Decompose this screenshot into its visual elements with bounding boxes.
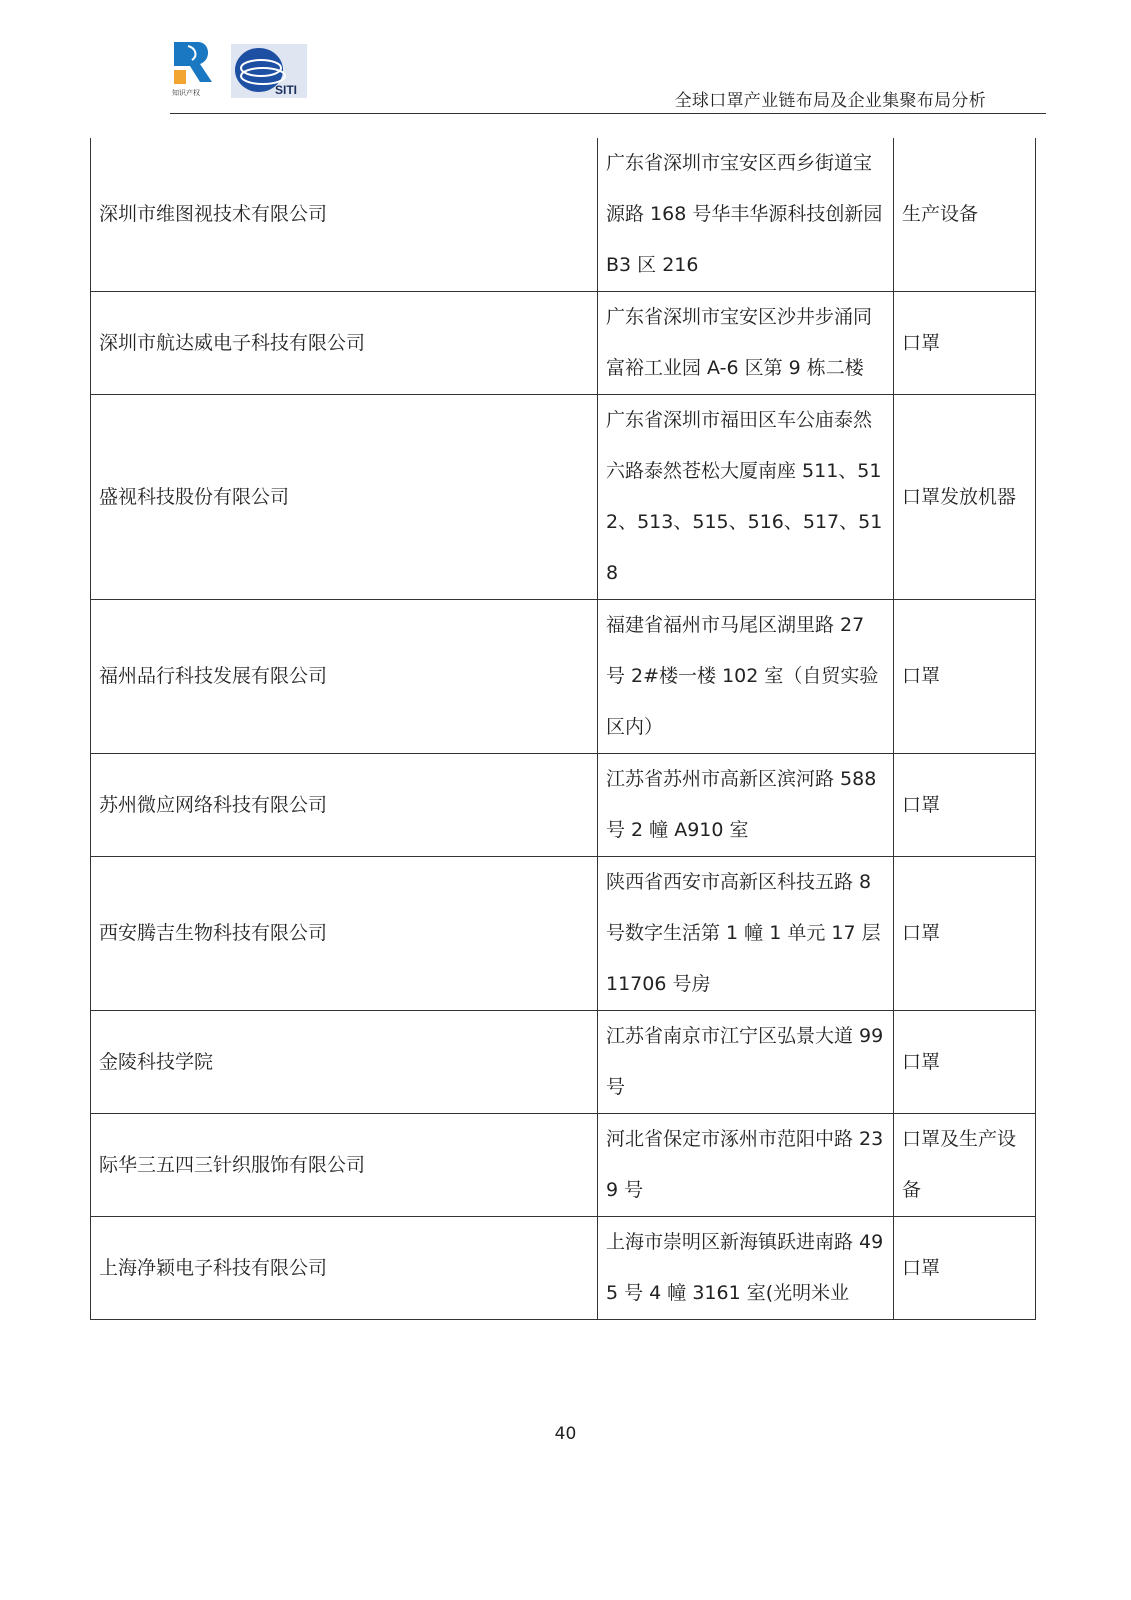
globe-logo-icon: [231, 44, 307, 98]
company-name-cell: 际华三五四三针织服饰有限公司: [91, 1114, 598, 1217]
address-cell: 广东省深圳市福田区车公庙泰然六路泰然苍松大厦南座 511、512、513、515、516、517、518: [598, 395, 894, 600]
address-cell: 河北省保定市涿州市范阳中路 239 号: [598, 1114, 894, 1217]
product-cell: 口罩: [894, 600, 1036, 754]
address-cell: 广东省深圳市宝安区西乡街道宝源路 168 号华丰华源科技创新园 B3 区 216: [598, 138, 894, 292]
product-cell: 口罩: [894, 1217, 1036, 1320]
document-header-title: 全球口罩产业链布局及企业集聚布局分析: [674, 91, 986, 111]
table-row: [91, 292, 1036, 395]
page-header: [0, 0, 1131, 120]
company-name-cell: 苏州微应网络科技有限公司: [91, 754, 598, 857]
table-row: [91, 1011, 1036, 1114]
product-cell: 口罩: [894, 292, 1036, 395]
table-row: [91, 600, 1036, 754]
company-name-cell: 福州品行科技发展有限公司: [91, 600, 598, 754]
company-name-cell: 金陵科技学院: [91, 1011, 598, 1114]
header-divider: [170, 113, 1046, 114]
company-name-cell: 深圳市维图视技术有限公司: [91, 138, 598, 292]
address-cell: 上海市崇明区新海镇跃进南路 495 号 4 幢 3161 室(光明米业: [598, 1217, 894, 1320]
page-number: 40: [554, 1424, 577, 1444]
product-cell: 口罩: [894, 1011, 1036, 1114]
address-cell: 陕西省西安市高新区科技五路 8 号数字生活第 1 幢 1 单元 17 层 11706 号房: [598, 857, 894, 1011]
company-name-cell: 深圳市航达威电子科技有限公司: [91, 292, 598, 395]
product-cell: 口罩及生产设备: [894, 1114, 1036, 1217]
table-row: [91, 857, 1036, 1011]
address-cell: 江苏省南京市江宁区弘景大道 99 号: [598, 1011, 894, 1114]
company-table: [90, 138, 1036, 1320]
company-name-cell: 西安腾吉生物科技有限公司: [91, 857, 598, 1011]
address-cell: 江苏省苏州市高新区滨河路 588 号 2 幢 A910 室: [598, 754, 894, 857]
table-row: [91, 1114, 1036, 1217]
product-cell: 口罩发放机器: [894, 395, 1036, 600]
company-name-cell: 上海净颖电子科技有限公司: [91, 1217, 598, 1320]
address-cell: 福建省福州市马尾区湖里路 27 号 2#楼一楼 102 室（自贸实验区内）: [598, 600, 894, 754]
table-row: [91, 1217, 1036, 1320]
logo-caption: 知识产权: [172, 89, 200, 97]
product-cell: 口罩: [894, 857, 1036, 1011]
table-row: [91, 395, 1036, 600]
company-name-cell: 盛视科技股份有限公司: [91, 395, 598, 600]
globe-logo-text: SITI: [275, 83, 298, 97]
table-row: [91, 754, 1036, 857]
product-cell: 口罩: [894, 754, 1036, 857]
address-cell: 广东省深圳市宝安区沙井步涌同富裕工业园 A-6 区第 9 栋二楼: [598, 292, 894, 395]
product-cell: 生产设备: [894, 138, 1036, 292]
table-row: [91, 138, 1036, 292]
